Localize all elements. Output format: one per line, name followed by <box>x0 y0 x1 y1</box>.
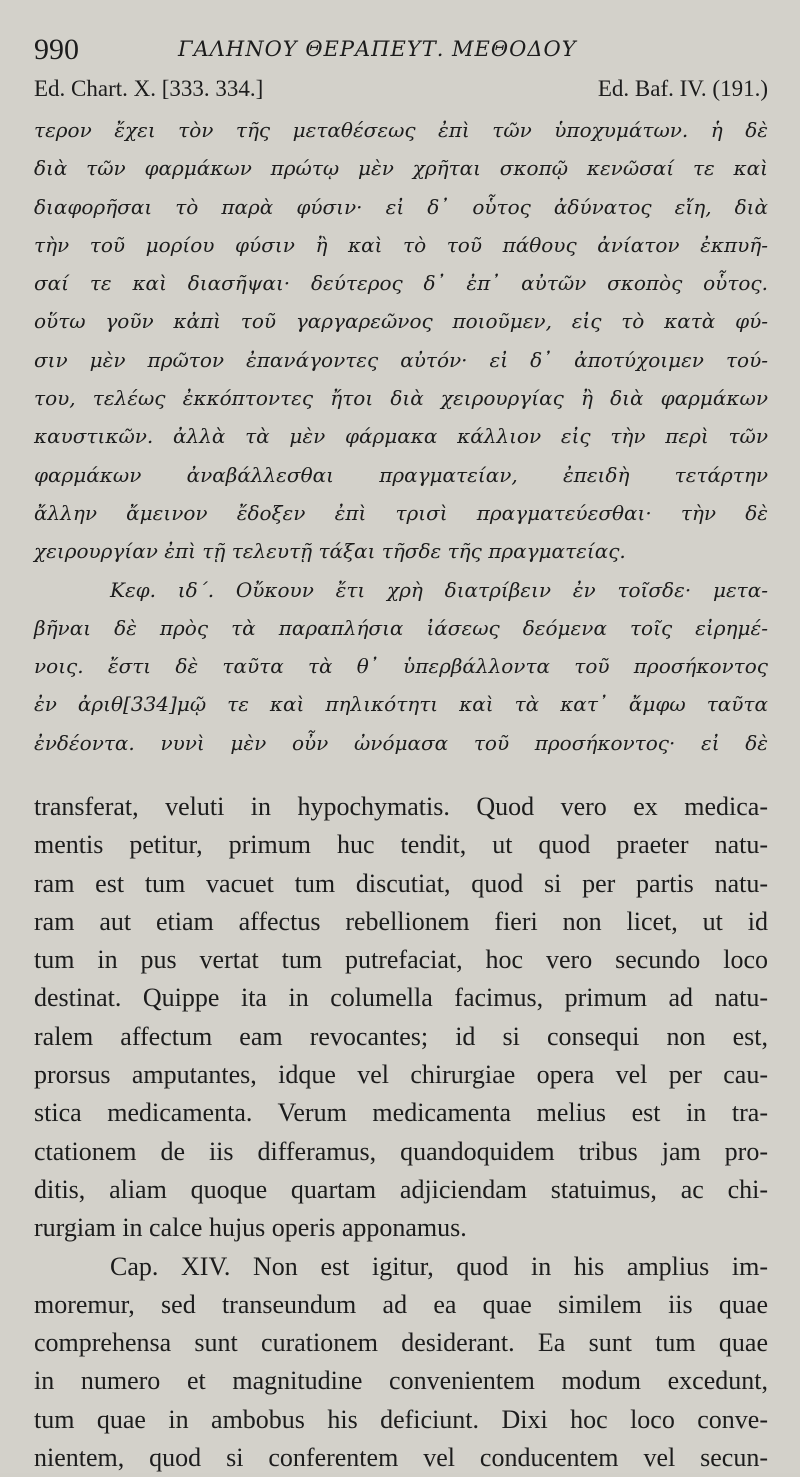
latin-line: moremur, sed transeundum ad ea quae similem iis quae <box>34 1289 768 1319</box>
greek-chapter-heading-line: Κεφ. ιδ΄. Οὔκουν ἔτι χρὴ διατρίβειν ἐν τοῖσδε· μετα- <box>110 577 768 602</box>
latin-line: prorsus amputantes, idque vel chirurgiae opera vel per cau- <box>34 1060 768 1090</box>
greek-line: ἐν ἀριθ[334]μῷ τε καὶ πηλικότητι καὶ τὰ κατ᾽ ἄμφω ταῦτα <box>34 692 768 717</box>
greek-line: του, τελέως ἐκκόπτοντες ἤτοι διὰ χειρουργίας ἢ διὰ φαρμάκων <box>34 386 768 411</box>
greek-line: καυστικῶν. ἀλλὰ τὰ μὲν φάρμακα κάλλιον εἰς τὴν περὶ τῶν <box>34 424 768 449</box>
page-number: 990 <box>34 33 79 66</box>
greek-line: νοις. ἔστι δὲ ταῦτα τὰ θ᾽ ὑπερβάλλοντα τοῦ προσήκοντος <box>34 654 768 679</box>
latin-text-block <box>34 788 768 1477</box>
latin-line: tum quae in ambobus his deficiunt. Dixi hoc loco conve- <box>34 1404 768 1434</box>
latin-line: ditis, aliam quoque quartam adjiciendam statuimus, ac chi- <box>34 1174 768 1204</box>
latin-line: ralem affectum eam revocantes; id si consequi non est, <box>34 1021 768 1051</box>
latin-line: nientem, quod si conferentem vel conducentem vel secun- <box>34 1443 768 1473</box>
latin-line: comprehensa sunt curationem desiderant. Ea sunt tum quae <box>34 1328 768 1358</box>
greek-line: σιν μὲν πρῶτον ἐπανάγοντες αὐτόν· εἰ δ᾽ ἀποτύχοιμεν τού- <box>34 347 768 372</box>
latin-line: mentis petitur, primum huc tendit, ut quod praeter natu- <box>34 830 768 860</box>
greek-line: ἄλλην ἄμεινον ἔδοξεν ἐπὶ τρισὶ πραγματεύεσθαι· τὴν δὲ <box>34 500 768 525</box>
greek-line: σαί τε καὶ διασῆψαι· δεύτερος δ᾽ ἐπ᾽ αὐτῶν σκοπὸς οὗτος. <box>34 271 768 296</box>
latin-line: ram aut etiam affectus rebellionem fieri non licet, ut id <box>34 906 768 936</box>
latin-line: in numero et magnitudine convenientem modum excedunt, <box>34 1366 768 1396</box>
greek-text-block <box>34 111 768 762</box>
edition-basel: Ed. Baf. IV. (191.) <box>597 76 768 101</box>
greek-line: ἐνδέοντα. νυνὶ μὲν οὖν ὠνόμασα τοῦ προσήκοντος· εἰ δὲ <box>34 730 768 755</box>
greek-line: χειρουργίαν ἐπὶ τῇ τελευτῇ τάξαι τῆσδε τῆς πραγματείας. <box>34 539 626 564</box>
greek-line: οὕτω γοῦν κἀπὶ τοῦ γαργαρεῶνος ποιοῦμεν, εἰς τὸ κατὰ φύ- <box>34 309 768 334</box>
running-title: ΓΑΛΗΝΟΥ ΘΕΡΑΠΕΥΤ. ΜΕΘΟΔΟΥ <box>178 37 577 61</box>
greek-line: τερον ἔχει τὸν τῆς μεταθέσεως ἐπὶ τῶν ὑποχυμάτων. ἡ δὲ <box>34 118 768 142</box>
latin-line: rurgiam in calce hujus operis apponamus. <box>34 1213 467 1243</box>
latin-chapter-heading-line: Cap. XIV. Non est igitur, quod in his amplius im- <box>110 1251 768 1281</box>
latin-line: transferat, veluti in hypochymatis. Quod vero ex medica- <box>34 792 768 821</box>
greek-line: βῆναι δὲ πρὸς τὰ παραπλήσια ἰάσεως δεόμενα τοῖς εἰρημέ- <box>34 615 768 640</box>
greek-line: διὰ τῶν φαρμάκων πρώτῳ μὲν χρῆται σκοπῷ κενῶσαί τε καὶ <box>34 156 768 181</box>
greek-line: διαφορῆσαι τὸ παρὰ φύσιν· εἰ δ᾽ οὗτος ἀδύνατος εἴη, διὰ <box>34 194 768 219</box>
greek-line: τὴν τοῦ μορίου φύσιν ἢ καὶ τὸ τοῦ πάθους ἀνίατον ἐκπυῆ- <box>34 232 768 257</box>
latin-line: ram est tum vacuet tum discutiat, quod si per partis natu- <box>34 868 768 898</box>
latin-line: stica medicamenta. Verum medicamenta melius est in tra- <box>34 1098 768 1128</box>
edition-chartier: Ed. Chart. X. [333. 334.] <box>34 76 264 101</box>
greek-line: φαρμάκων ἀναβάλλεσθαι πραγματείαν, ἐπειδὴ τετάρτην <box>34 462 768 487</box>
latin-line: destinat. Quippe ita in columella facimus, primum ad natu- <box>34 983 768 1013</box>
latin-line: tum in pus vertat tum putrefaciat, hoc vero secundo loco <box>34 945 768 975</box>
latin-line: ctationem de iis differamus, quandoquidem tribus jam pro- <box>34 1136 768 1166</box>
